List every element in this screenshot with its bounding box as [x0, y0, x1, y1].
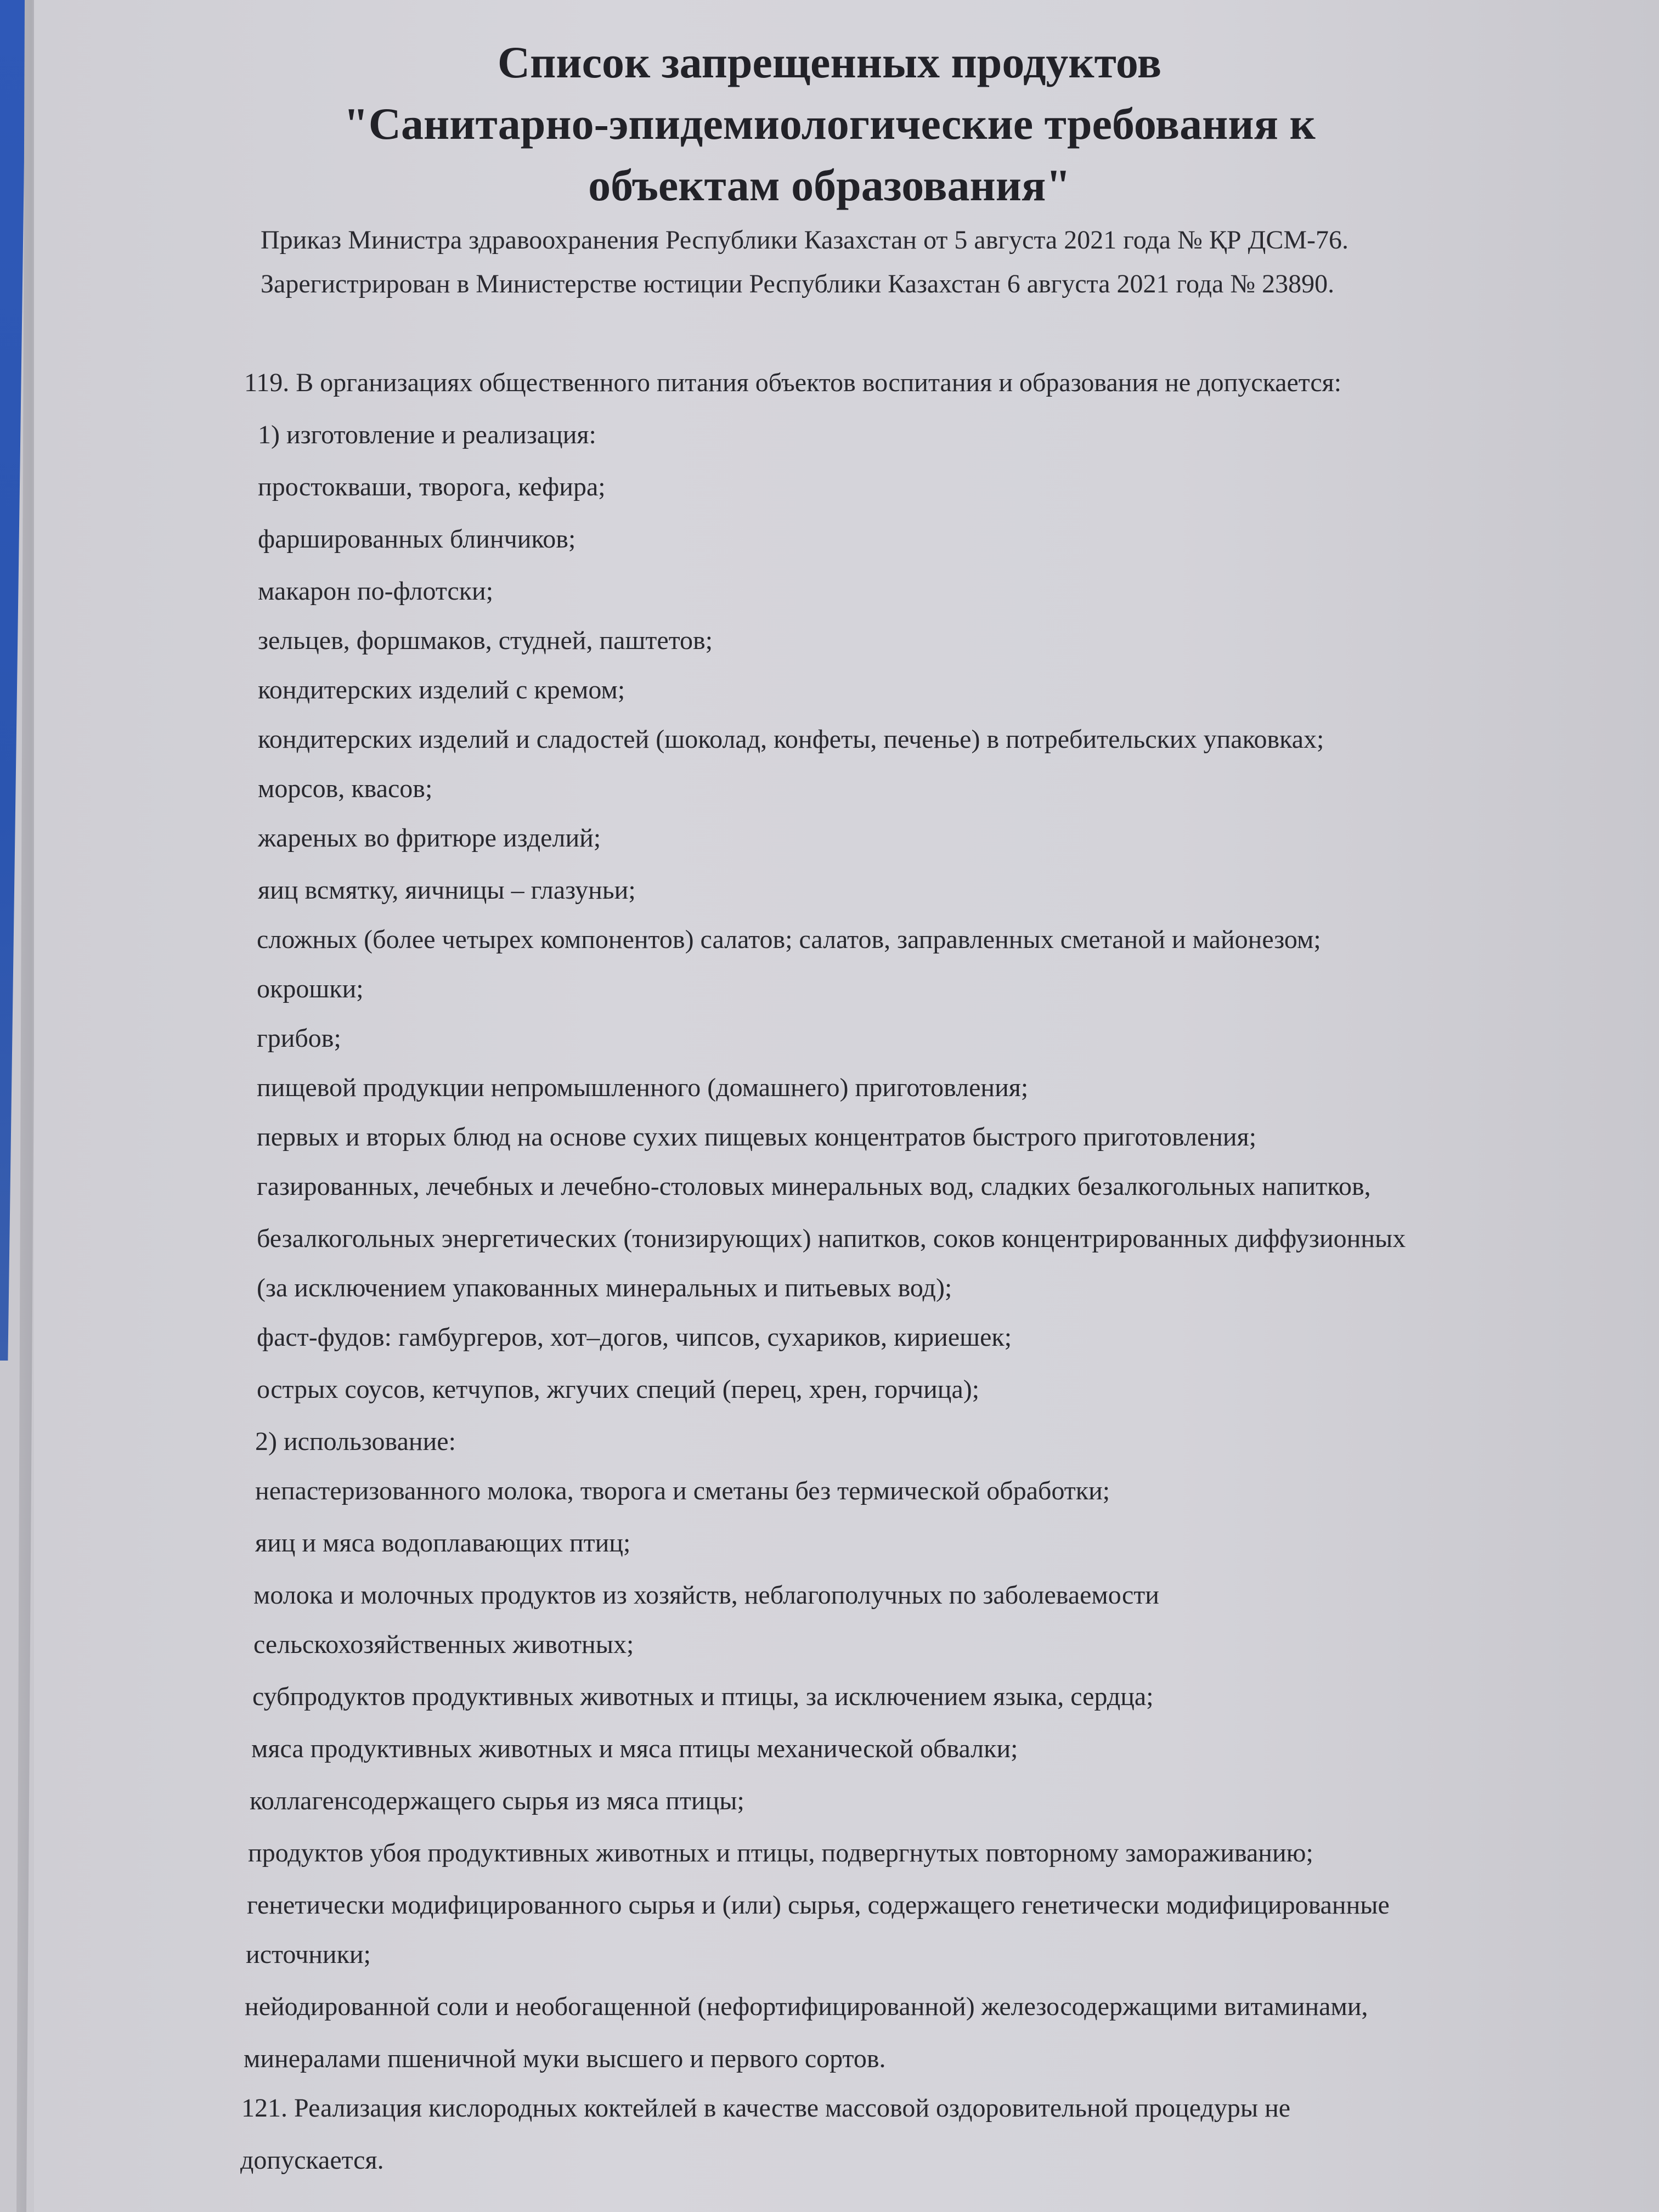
list-item: зельцев, форшмаков, студней, паштетов;: [258, 626, 713, 655]
list-item: генетически модифицированного сырья и (или) сырья, содержащего генетически модифицированные: [247, 1891, 1390, 1920]
title-line-2: "Санитарно-эпидемиологические требования к: [343, 99, 1316, 149]
list-item: нейодированной соли и необогащенной (нефортифицированной) железосодержащими витаминами,: [245, 1992, 1368, 2021]
list-item: источники;: [246, 1940, 371, 1969]
registration-reference: Зарегистрирован в Министерстве юстиции Республики Казахстан 6 августа 2021 года № 23890.: [261, 269, 1335, 298]
list-item: минералами пшеничной муки высшего и первого сортов.: [244, 2044, 886, 2073]
list-item: кондитерских изделий и сладостей (шоколад, конфеты, печенье) в потребительских упаковках;: [258, 725, 1324, 754]
clause-119-heading: 119. В организациях общественного питания объектов воспитания и образования не допускается:: [244, 368, 1342, 397]
list-item: фаст-фудов: гамбургеров, хот–догов, чипсов, сухариков, кириешек;: [257, 1323, 1012, 1352]
list-item: жареных во фритюре изделий;: [258, 823, 601, 853]
list-item: первых и вторых блюд на основе сухих пищевых концентратов быстрого приготовления;: [257, 1122, 1257, 1152]
list-item: макарон по-флотски;: [258, 577, 494, 606]
list-item: молока и молочных продуктов из хозяйств, неблагополучных по заболеваемости: [253, 1581, 1159, 1610]
list-item: сложных (более четырех компонентов) салатов; салатов, заправленных сметаной и майонезом;: [257, 925, 1321, 954]
list-item: субпродуктов продуктивных животных и птицы, за исключением языка, сердца;: [252, 1682, 1154, 1711]
list-item: грибов;: [257, 1024, 341, 1053]
list-item: сельскохозяйственных животных;: [253, 1630, 634, 1659]
list-item: коллагенсодержащего сырья из мяса птицы;: [250, 1786, 744, 1815]
list-item: (за исключением упакованных минеральных и питьевых вод);: [257, 1273, 952, 1302]
list-item: безалкогольных энергетических (тонизирующих) напитков, соков концентрированных диффузионных: [257, 1224, 1406, 1253]
list-item: яиц и мяса водоплавающих птиц;: [255, 1528, 631, 1558]
list-item: продуктов убоя продуктивных животных и птицы, подвергнутых повторному замораживанию;: [248, 1838, 1313, 1867]
list-item: морсов, квасов;: [258, 774, 433, 803]
list-item: мяса продуктивных животных и мяса птицы механической обвалки;: [251, 1734, 1018, 1763]
order-reference: Приказ Министра здравоохранения Республики Казахстан от 5 августа 2021 года № ҚР ДСМ-76.: [261, 225, 1348, 255]
clause-121: 121. Реализация кислородных коктейлей в качестве массовой оздоровительной процедуры не: [241, 2094, 1291, 2123]
subclause-1-heading: 1) изготовление и реализация:: [258, 420, 596, 449]
subclause-2-heading: 2) использование:: [255, 1427, 456, 1456]
clause-121-continuation: допускается.: [240, 2146, 384, 2175]
list-item: окрошки;: [257, 974, 364, 1003]
list-item: кондитерских изделий с кремом;: [258, 675, 625, 704]
list-item: острых соусов, кетчупов, жгучих специй (перец, хрен, горчица);: [257, 1375, 980, 1404]
list-item: газированных, лечебных и лечебно-столовых минеральных вод, сладких безалкогольных напитков,: [257, 1172, 1371, 1201]
list-item: непастеризованного молока, творога и сметаны без термической обработки;: [255, 1476, 1110, 1505]
list-item: фаршированных блинчиков;: [258, 524, 576, 554]
title-line-3: объектам образования": [588, 160, 1071, 210]
title-line-1: Список запрещенных продуктов: [497, 37, 1162, 87]
list-item: простокваши, творога, кефира;: [258, 472, 606, 501]
list-item: пищевой продукции непромышленного (домашнего) приготовления;: [257, 1073, 1029, 1102]
list-item: яиц всмятку, яичницы – глазуньи;: [258, 876, 636, 905]
